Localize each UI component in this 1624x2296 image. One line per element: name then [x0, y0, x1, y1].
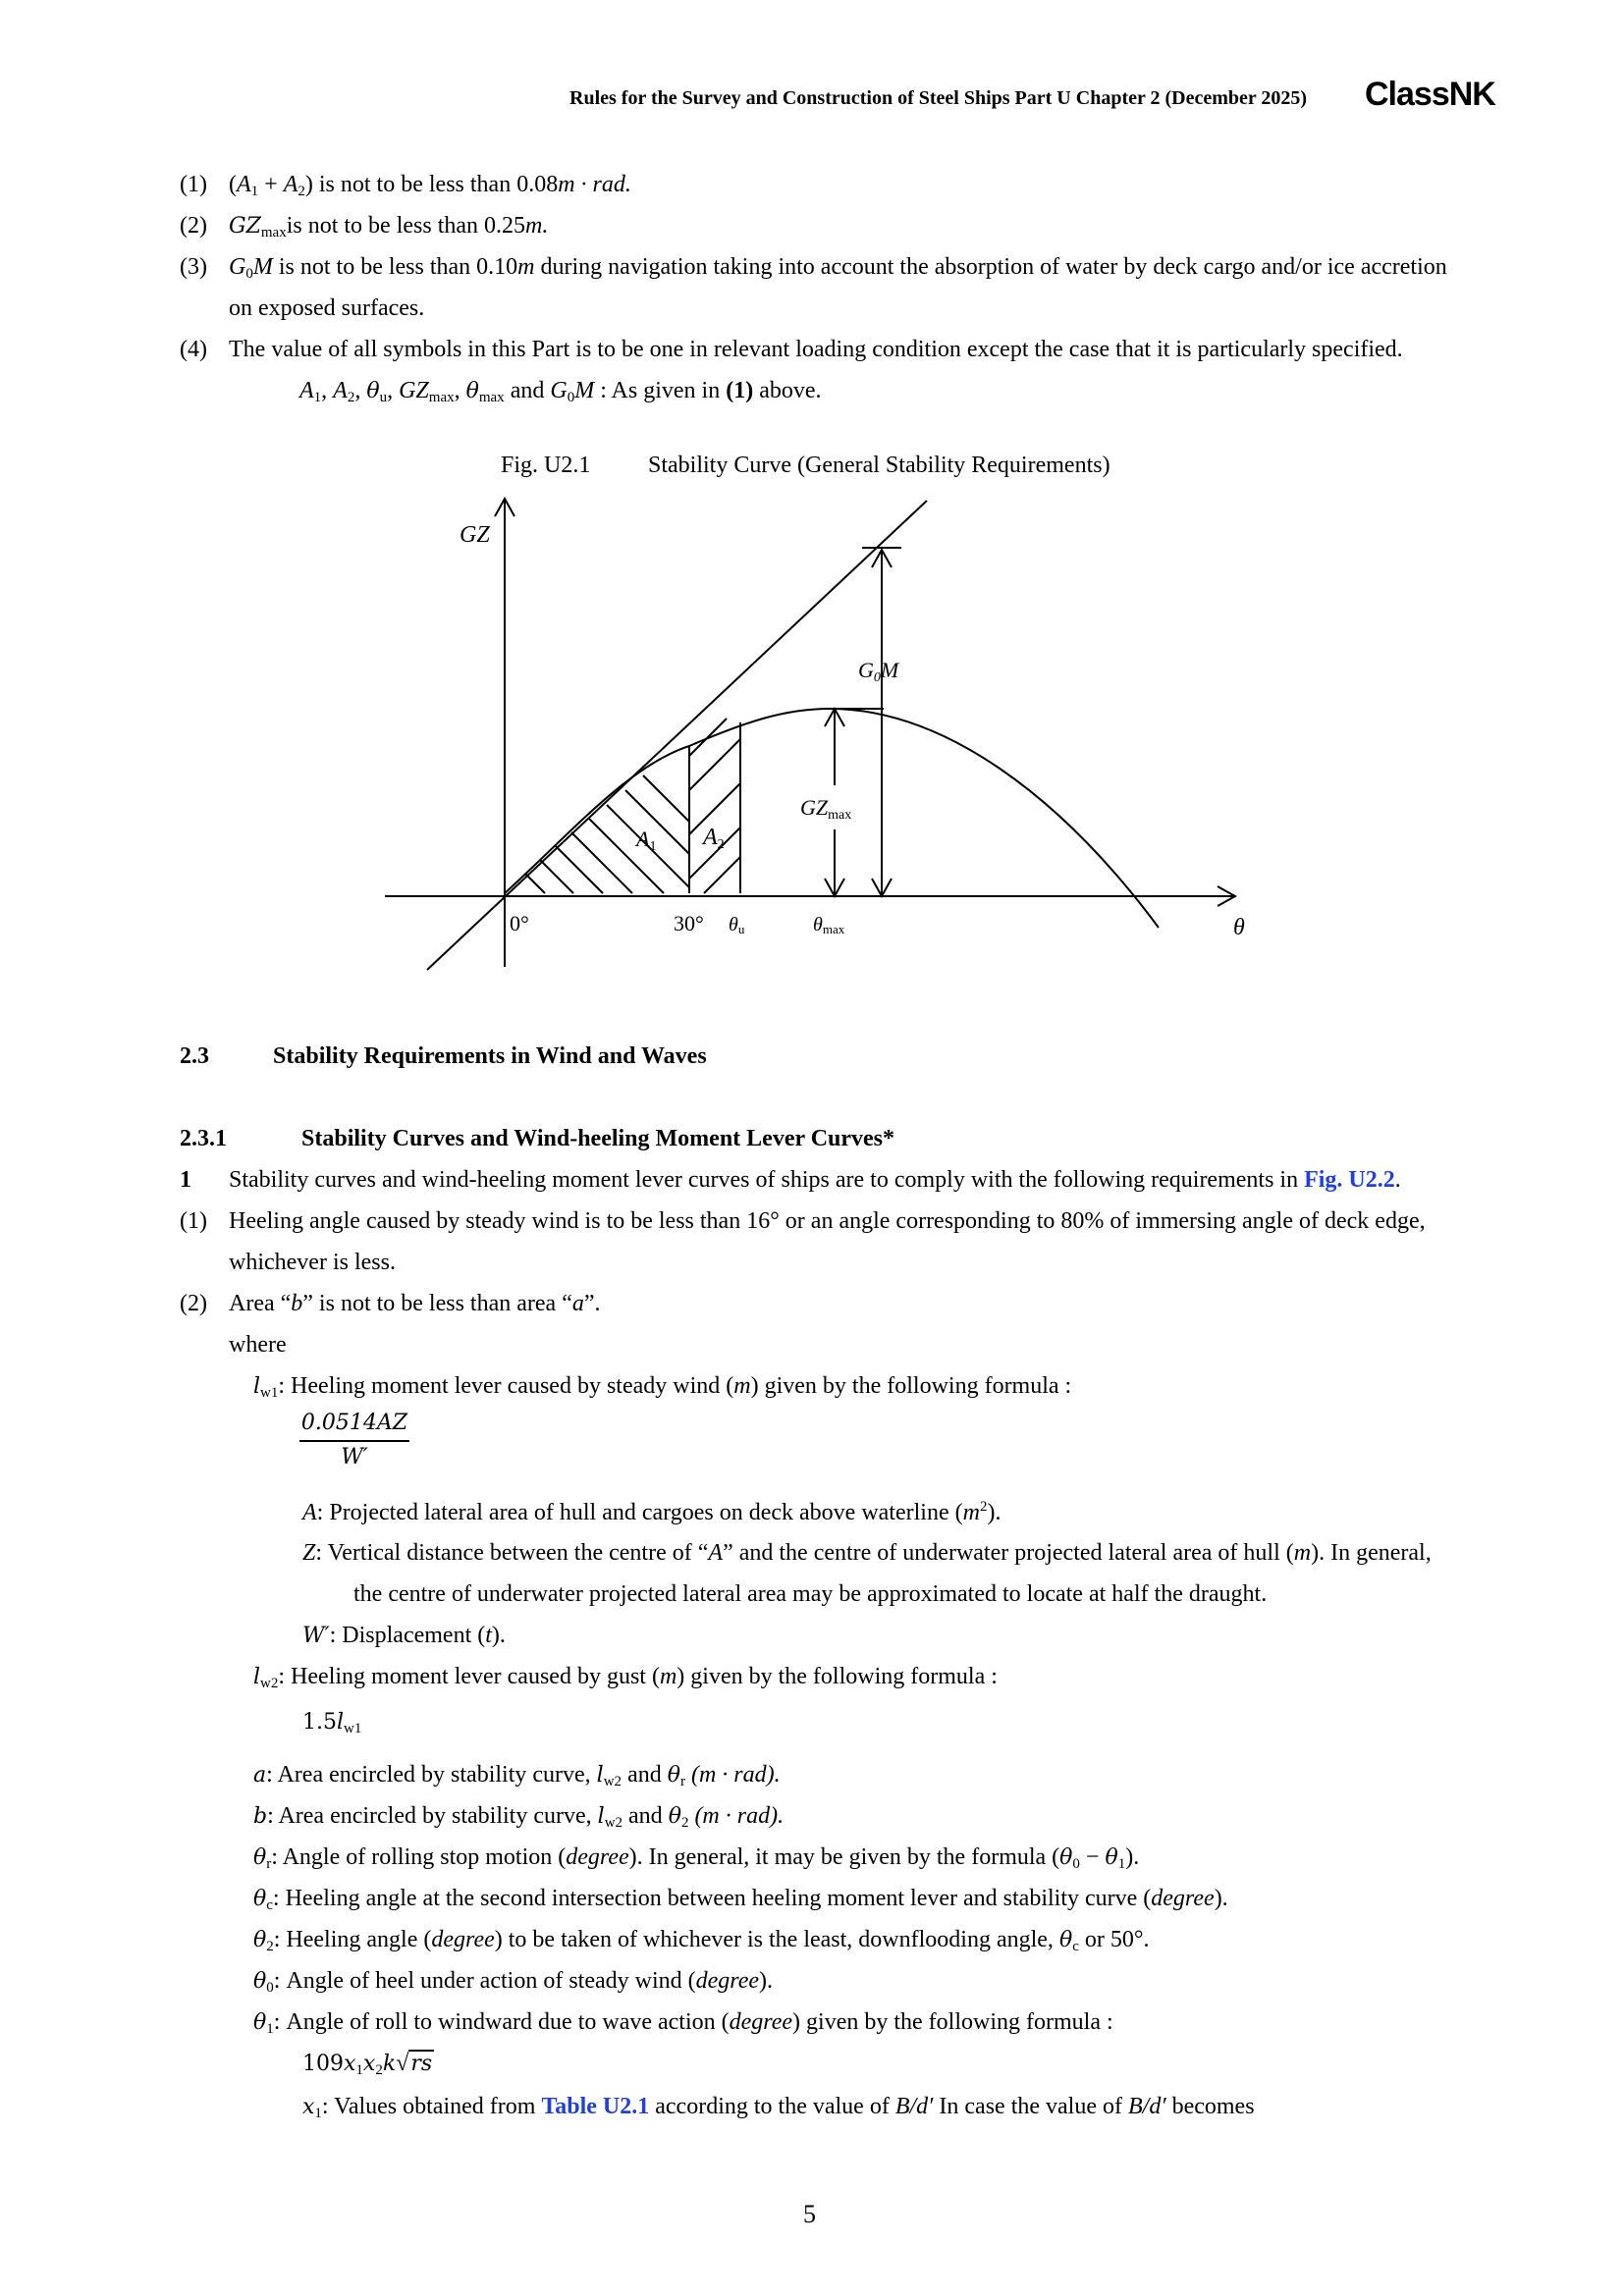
- fig-u2-2-link[interactable]: Fig. U2.2: [1304, 1167, 1395, 1193]
- def-x1: $x_1$: Values obtained from Table U2.1 according to the value of B/d′ In case the value of B/d′ becomes: [302, 2094, 1255, 2121]
- list-item-text: Heeling angle caused by steady wind is to be less than 16° or an angle corresponding to 80% of immersing angle of deck edge,: [229, 1208, 1426, 1234]
- def-theta-c: $\theta_c$: Heeling angle at the second intersection between heeling moment lever and stability curve (degree).: [253, 1886, 1228, 1913]
- def-lw2: $l_{w2}$: Heeling moment lever caused by gust (m) given by the following formula :: [253, 1664, 998, 1691]
- figure-caption-number: Fig. U2.1: [501, 453, 591, 478]
- subsection-number: 2.3.1: [180, 1126, 227, 1151]
- label-a2: A2: [703, 825, 725, 852]
- symbols-line: $A_1$, $A_2$, $\theta_u$, $GZ_{max}$, $\theta_{max}$ and $G_0M$ : As given in (1) above.: [299, 378, 822, 405]
- stability-curve-figure: [0, 0, 1624, 1031]
- page-number: 5: [803, 2200, 816, 2228]
- list-item: (1): [180, 1208, 207, 1234]
- tick-label-theta-max: θmax: [813, 914, 845, 936]
- list-item: (1): [180, 172, 207, 197]
- tick-label-theta-u: θu: [729, 914, 745, 936]
- label-gzmax: GZmax: [800, 795, 852, 823]
- def-b: b: Area encircled by stability curve, $l_{w2}$ and $\theta_2$ (m · rad).: [253, 1803, 785, 1831]
- def-Z-cont: the centre of underwater projected lateral area may be approximated to locate at half the draught.: [353, 1581, 1268, 1607]
- tangent-line: [427, 501, 927, 970]
- list-item: (2): [180, 213, 207, 239]
- subsection-title: Stability Curves and Wind-heeling Moment Lever Curves*: [301, 1126, 895, 1151]
- list-item-text: $GZ_{max}is$ not to be less than 0.25m.: [229, 213, 549, 240]
- list-item: (3): [180, 254, 207, 280]
- def-theta-2: $\theta_2$: Heeling angle (degree) to be taken of whichever is the least, downflooding angle, $\theta_c$ or 50°.: [253, 1927, 1150, 1954]
- def-theta-r: $\theta_r$: Angle of rolling stop motion (degree). In general, it may be given by the formula $(\theta_0 - \theta_1)$.: [253, 1844, 1140, 1872]
- def-Z: Z: Vertical distance between the centre of “A” and the centre of underwater projected lateral area of hull (m). In general,: [302, 1540, 1432, 1566]
- section-number: 2.3: [180, 1043, 209, 1069]
- tick-label-0: 0°: [510, 911, 529, 935]
- figure-caption-title: Stability Curve (General Stability Requirements): [648, 453, 1110, 478]
- def-theta-1: $\theta_1$: Angle of roll to windward due to wave action (degree) given by the following formula :: [253, 2009, 1113, 2037]
- def-a: a: Area encircled by stability curve, $l_{w2}$ and $\theta_r$ (m · rad).: [253, 1762, 781, 1789]
- def-lw1: $l_{w1}$: Heeling moment lever caused by steady wind (m) given by the following formula :: [253, 1373, 1072, 1401]
- list-item-text-cont: whichever is less.: [229, 1250, 396, 1275]
- list-item-text: $G_0M$ is not to be less than 0.10m during navigation taking into account the absorption of water by deck cargo and/or ice accretion: [229, 254, 1447, 282]
- list-item: (2): [180, 1291, 207, 1316]
- def-theta-0: $\theta_0$: Angle of heel under action of steady wind (degree).: [253, 1968, 774, 1996]
- running-header: Rules for the Survey and Construction of Steel Ships Part U Chapter 2 (December 2025): [569, 87, 1308, 109]
- paragraph-number: 1: [180, 1167, 191, 1193]
- x-axis-label: θ: [1233, 915, 1245, 940]
- list-item-text: Area “b” is not to be less than area “a”.: [229, 1291, 601, 1316]
- label-a1: A1: [636, 827, 657, 854]
- list-item-text: $(A_1 + A_2)$ is not to be less than 0.08m · rad.: [229, 172, 631, 199]
- list-item-text-cont: on exposed surfaces.: [229, 295, 425, 321]
- table-u2-1-link[interactable]: Table U2.1: [541, 2094, 650, 2119]
- where-label: where: [229, 1332, 287, 1358]
- formula-lw2: $1.5l_{w1}$: [302, 1710, 362, 1736]
- formula-lw1: 0.0514AZ W′: [300, 1411, 408, 1469]
- y-axis-label: GZ: [460, 522, 490, 548]
- list-item-text: The value of all symbols in this Part is to be one in relevant loading condition except the case that it is particularly specified.: [229, 337, 1403, 362]
- section-title: Stability Requirements in Wind and Waves: [273, 1043, 707, 1069]
- def-W: W′: Displacement (t).: [302, 1623, 506, 1648]
- area-a2-hatch: [689, 719, 740, 893]
- def-A: A: Projected lateral area of hull and cargoes on deck above waterline $(m^2)$.: [302, 1499, 1001, 1525]
- formula-theta-1: $109x_1x_2k√rs$: [302, 2051, 433, 2078]
- list-item: (4): [180, 337, 207, 362]
- classnk-logo: ClassNK: [1365, 76, 1495, 113]
- paragraph-text: Stability curves and wind-heeling moment lever curves of ships are to comply with the following requirements in Fig. U2.2.: [229, 1167, 1401, 1193]
- label-g0m: G0M: [858, 658, 899, 685]
- tick-label-30: 30°: [674, 911, 704, 935]
